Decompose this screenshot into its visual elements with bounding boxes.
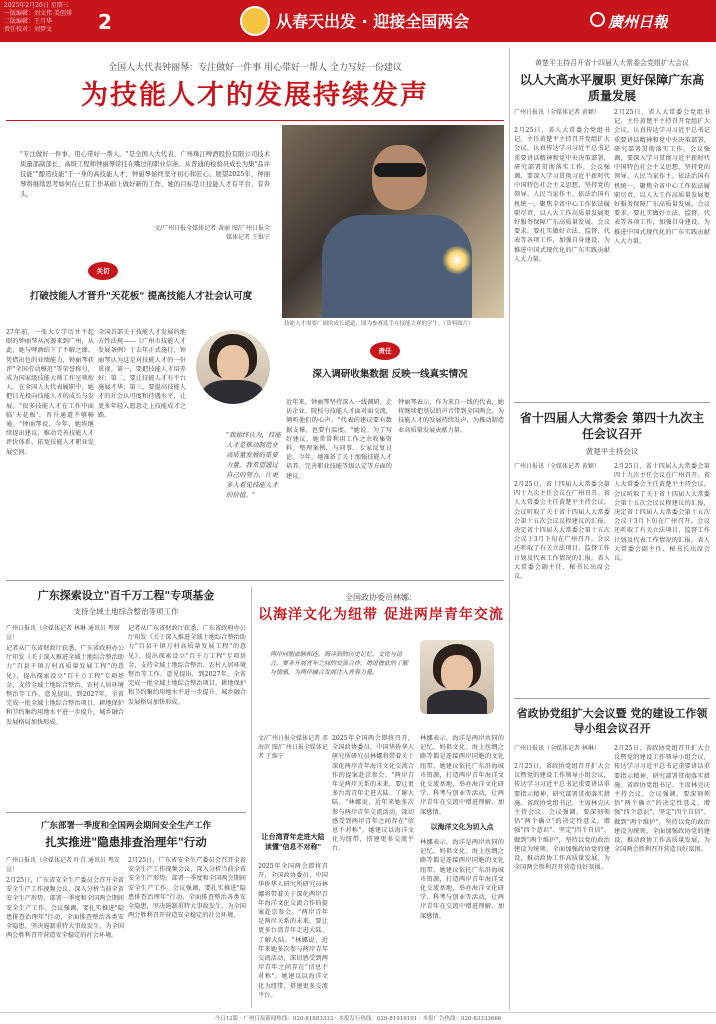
culture-body-col3: 林娜表示，海洋是两岸共同的记忆，妈祖文化、海上丝绸之路等都是连接两岸同胞的文化纽带。她建议依托广东沿海城市资源，打造两岸青年海洋文化交流基地，举办海洋文化研学、科考与创业等活动，让两岸青年在交流中增进理解、加深感情。 xyxy=(420,735,504,816)
lead-bottom-rule xyxy=(6,580,504,581)
director-meeting-headline: 省十四届人大常委会 第四十九次主任会议召开 xyxy=(519,411,705,441)
section1-body: 27年前，一张大专学历并不起眼的钟丽琴从河源来到广州，从此，她与啤酒结下了不解之缘。凭借出色的业绩能力，钟丽琴获评"全国劳动模范"等荣誉称号，成为国家级技能大师工作室领衔人。在全国人大代表履职中，她把目光投向技能人才的成长与发展。"很多技能人才在工作中面临'天花板'，晋升通道不够畅通。"钟丽琴说，今年，她将继续提出建议，推动完善技能人才评价体系，拓宽技能人才职业发展空间。 xyxy=(6,329,94,456)
lead-pullquote: "我始终认为，技能人才是推动制造业高质量发展的重要力量，我希望通过自己的努力，让更多人看见技能人才的价值。" xyxy=(226,431,281,499)
safety-byline: 广州日报讯（全媒体记者 叶青 通讯员 粤安宣） xyxy=(6,857,120,873)
section2-body: 近年来，钟丽琴坚持深入一线调研，走访企业、院校与技能人才面对面交流，倾听他们的心声。"代表的建议要有数据支撑，也要有温度。"她说。为了写好建议，她常常利用工作之余收集资料、整理案例，与同事、专家反复讨论。今年，她准备了关于加强技能人才培养、完善职业技能等级认定等方面的建议。 xyxy=(286,399,392,480)
culture-body-col2: 2025年全国两会即将召开，全国政协委员、中国华侨华人研究所研究员林娜将带着关于深化两岸青年海洋文化交流合作的提案赴京参会。"两岸青年是两岸关系的未来，要让更多台湾青年走进大陆、了解大陆。"林娜说，近年来她多次参与两岸青年交流活动，深切感受到两岸青年之间存在"信息不对称"。她建议以海洋文化为纽带，搭建更多交流平台。 xyxy=(332,735,414,853)
safety-body: 2月25日，广东省安全生产委员会召开全省安全生产工作视频会议，深入分析当前全省安全生产形势，部署一季度和全国两会期间安全生产工作。会议强调，要扎实推进"隐患排查治理年"行动，全面排查整治各类安全隐患，坚决遏制重特大事故发生，为全国两会胜利召开营造安全稳定的社会环境。 xyxy=(6,877,124,940)
proofreader-line: 责任校对：刘梦文 xyxy=(4,26,53,33)
npc-party-kicker: 黄楚平主持召开省十四届人大常委会党组扩大会议 xyxy=(535,59,689,67)
section2-body-2: 钟丽琴表示，作为来自一线的代表，她将继续把基层的声音带到全国两会，为技能人才的发展持续发声，为推动制造业高质量发展贡献力量。 xyxy=(398,399,504,434)
page-number: 2 xyxy=(98,10,112,34)
culture-headline: 以海洋文化为纽带 促进两岸青年交流 xyxy=(258,607,504,623)
director-meeting-sub: 黄楚平主持会议 xyxy=(585,447,639,456)
npc-party-body: 2月25日，省人大常委会党组书记、主任黄楚平主持召开党组扩大会议，认真传达学习习近平总书记重要讲话精神和党中央决策部署，研究部署贯彻落实工作。会议强调，要深入学习贯彻习近平新时代中国特色社会主义思想，坚持党的领导、人民当家作主、依法治国有机统一，聚焦全省中心工作依法履职尽责，以人大工作高质量发展更好服务保障广东高质量发展。会议要求，要扎实做好立法、监督、代表等各项工作，加强自身建设，为推进中国式现代化的广东实践贡献人大力量。 xyxy=(514,127,610,263)
issue-date: 2025年2月26日 星期三 xyxy=(4,2,69,9)
editor-line-2: 二版编辑：王月华 xyxy=(4,18,53,25)
director-meeting-rule xyxy=(514,698,710,699)
lead-photo-caption: 技能人才需要广阔的成长通道，图为参赛选手在技能大赛的学生。（资料图片） xyxy=(284,321,474,327)
lead-rule xyxy=(6,120,504,121)
zhong-liqin-portrait xyxy=(196,330,270,404)
fund-subtitle: 支持全域土地综合整治等项工作 xyxy=(73,607,179,616)
page-footer: 今日12版 · 广州日报新闻热线：020-81883333 · 本报发行热线：020-81919191 · 本报广告热线：020-83333666 xyxy=(0,1012,716,1024)
lin-na-portrait xyxy=(420,640,494,714)
fund-headline: 广东探索设立"百千万工程"专项基金 xyxy=(37,589,215,602)
newspaper-logo: 廣州日報 xyxy=(608,13,669,31)
editor-line: 一版编辑：刘文伟 美创排 xyxy=(4,10,72,17)
lead-byline: 文/广州日报全媒体记者 黄丽 图/广州日报全媒体记者 王维宁 xyxy=(154,225,270,241)
culture-section-a: 让台湾青年走进大陆 读懂"信息不对称" xyxy=(261,833,325,851)
newspaper-logo-icon xyxy=(590,12,605,27)
npc-party-body-continued: 2月25日，省人大常委会党组书记、主任黄楚平主持召开党组扩大会议，认真传达学习习近平总书记重要讲话精神和党中央决策部署，研究部署贯彻落实工作。会议强调，要深入学习贯彻习近平新时代中国特色社会主义思想，坚持党的领导、人民当家作主、依法治国有机统一，聚焦全省中心工作依法履职尽责，以人大工作高质量发展更好服务保障广东高质量发展。会议要求，要扎实做好立法、监督、代表等各项工作，加强自身建设，为推进中国式现代化的广东实践贡献人大力量。 xyxy=(614,109,710,245)
director-meeting-body: 2月25日，省十四届人大常委会第四十九次主任会议在广州召开。省人大常委会主任黄楚平主持会议。会议听取了关于省十四届人大常委会第十五次会议议程建议的汇报，决定省十四届人大常委会第十五次会议于3月下旬在广州召开。会议还听取了有关立法项目、监督工作计划及代表工作情况的汇报。省人大常委会副主任、秘书长出席会议。 xyxy=(514,481,610,581)
section-tag-responsibility: 责任 xyxy=(370,342,400,360)
section1-body-2: 全国首部关于技能人才发展的地方性法规——《广州市技能人才发展条例》于去年正式施行，钟丽琴认为这是对技能人才的一份重视。第一，要把技能人才培养好；第二，要让技能人才有平台施展才华；第三，要提高技能人才的社会认可度和待遇水平，让更多年轻人愿意走上技能成才之路。 xyxy=(98,329,186,419)
cppcc-meeting-body: 2月25日，省政协党组召开扩大会议暨党的建设工作领导小组会议，传达学习习近平总书记重要讲话重要指示精神，研究部署贯彻落实措施。省政协党组书记、主席林克庆主持会议。会议强调，要深刻领悟"两个确立"的决定性意义，增强"四个意识"、坚定"四个自信"、做到"两个维护"，坚持以党的政治建设为统领，全面加强政协党的建设，推动政协工作高质量发展，为全国两会胜利召开营造良好氛围。 xyxy=(514,763,610,872)
fund-bottom-rule xyxy=(6,812,246,813)
culture-body-col3b: 林娜表示，海洋是两岸共同的记忆，妈祖文化、海上丝绸之路等都是连接两岸同胞的文化纽带。她建议依托广东沿海城市资源，打造两岸青年海洋文化交流基地，举办海洋文化研学、科考与创业等活动，让两岸青年在交流中增进理解、加深感情。 xyxy=(420,839,504,920)
banner-title: 从春天出发 · 迎接全国两会 xyxy=(276,12,470,31)
section2-title: 深入调研收集数据 反映一线真实情况 xyxy=(312,369,468,380)
fund-body: 记者从广东省财政厅获悉，广东省政府办公厅印发《关于深入推进全域土地综合整治助力"百县千镇万村高质量发展工程"的意见》，提出探索设立"百千万工程"专项基金，支持全域土地综合整治、农村人居环境整治等工作。意见提出，到2027年，全省完成一批全域土地综合整治项目，耕地保护和节约集约用地水平进一步提升，城乡融合发展格局加快形成。 xyxy=(6,645,124,726)
npc-party-headline: 以人大高水平履职 更好保障广东高质量发展 xyxy=(519,73,705,103)
culture-section-b: 以海洋文化为切入点 xyxy=(430,823,494,831)
director-meeting-byline: 广州日报讯（全媒体记者 黄颖） xyxy=(514,463,600,470)
culture-body-col1: 2025年全国两会即将召开，全国政协委员、中国华侨华人研究所研究员林娜将带着关于深化两岸青年海洋文化交流合作的提案赴京参会。"两岸青年是两岸关系的未来，要让更多台湾青年走进大陆、了解大陆。"林娜说，近年来她多次参与两岸青年交流活动，深切感受到两岸青年之间存在"信息不对称"。她建议以海洋文化为纽带，搭建更多交流平台。 xyxy=(258,863,328,999)
cppcc-meeting-byline: 广州日报讯（全媒体记者 林琳） xyxy=(514,745,600,752)
lead-headline: 为技能人才的发展持续发声 xyxy=(81,80,429,111)
column-divider xyxy=(251,586,252,1008)
section1-title: 打破技能人才晋升"天花板" 提高技能人才社会认可度 xyxy=(29,291,253,302)
culture-byline: 文/广州日报全媒体记者 邓海滨 图/广州日报全媒体记者 王维宁 xyxy=(258,735,328,760)
safety-headline: 广东部署一季度和全国两会期间安全生产工作 xyxy=(40,821,211,831)
section-tag-concern: 关切 xyxy=(88,262,118,280)
culture-kicker: 全国政协委员林娜： xyxy=(345,593,417,602)
cppcc-meeting-body-continued: 2月25日，省政协党组召开扩大会议暨党的建设工作领导小组会议，传达学习习近平总书记重要讲话重要指示精神，研究部署贯彻落实措施。省政协党组书记、主席林克庆主持会议。会议强调，要深刻领悟"两个确立"的决定性意义，增强"四个意识"、坚定"四个自信"、做到"两个维护"，坚持以党的政治建设为统领，全面加强政协党的建设，推动政协工作高质量发展，为全国两会胜利召开营造良好氛围。 xyxy=(614,745,710,854)
lead-kicker: 全国人大代表钟丽琴：专注做好一件事 用心带好一帮人 全力写好一份建议 xyxy=(108,63,402,73)
safety-subtitle: 扎实推进"隐患排查治理年"行动 xyxy=(45,835,207,849)
welder-photo xyxy=(282,125,504,318)
npc-party-rule xyxy=(514,402,710,403)
cppcc-meeting-headline: 省政协党组扩大会议暨 党的建设工作领导小组会议召开 xyxy=(516,707,708,735)
culture-quote: 两岸同胞血脉相连，海洋到的历史记忆、文化与语言，要多开展青年之间的交流合作，增进彼此的了解与情感，为两岸融合发展注入青春力量。 xyxy=(270,651,409,676)
right-column-divider xyxy=(509,48,510,1010)
national-emblem-icon xyxy=(240,6,270,36)
fund-byline: 广州日报讯（全媒体记者 林琳 通讯员 粤财宣） xyxy=(6,625,120,641)
safety-body-continued: 2月25日，广东省安全生产委员会召开全省安全生产工作视频会议，深入分析当前全省安全生产形势，部署一季度和全国两会期间安全生产工作。会议强调，要扎实推进"隐患排查治理年"行动，全面排查整治各类安全隐患，坚决遏制重特大事故发生，为全国两会胜利召开营造安全稳定的社会环境。 xyxy=(128,857,246,920)
fund-body-continued: 记者从广东省财政厅获悉，广东省政府办公厅印发《关于深入推进全域土地综合整治助力"百县千镇万村高质量发展工程"的意见》，提出探索设立"百千万工程"专项基金，支持全域土地综合整治、农村人居环境整治等工作。意见提出，到2027年，全省完成一批全域土地综合整治项目，耕地保护和节约集约用地水平进一步提升，城乡融合发展格局加快形成。 xyxy=(128,625,246,706)
npc-party-byline: 广州日报讯（全媒体记者 黄颖） xyxy=(514,109,600,116)
director-meeting-body-continued: 2月25日，省十四届人大常委会第四十九次主任会议在广州召开。省人大常委会主任黄楚平主持会议。会议听取了关于省十四届人大常委会第十五次会议议程建议的汇报，决定省十四届人大常委会第十五次会议于3月下旬在广州召开。会议还听取了有关立法项目、监督工作计划及代表工作情况的汇报。省人大常委会副主任、秘书长出席会议。 xyxy=(614,463,710,563)
lead-summary: "专注做好一件事，用心带好一帮人。"是全国人大代表、广州珠江啤酒股份有限公司技术质量部副部长、高级工程师钟丽琴常挂在嘴边的职业信条。从普通的检验员成长为集"品评技能""酿造技能"于一身的高技能人才，钟丽琴始终坚守初心和匠心。展望2025年，钟丽琴将继续思考如何在已有工作基础上做好新的工作，她的目标是让技能人才有平台、有奔头。 xyxy=(20,151,270,198)
